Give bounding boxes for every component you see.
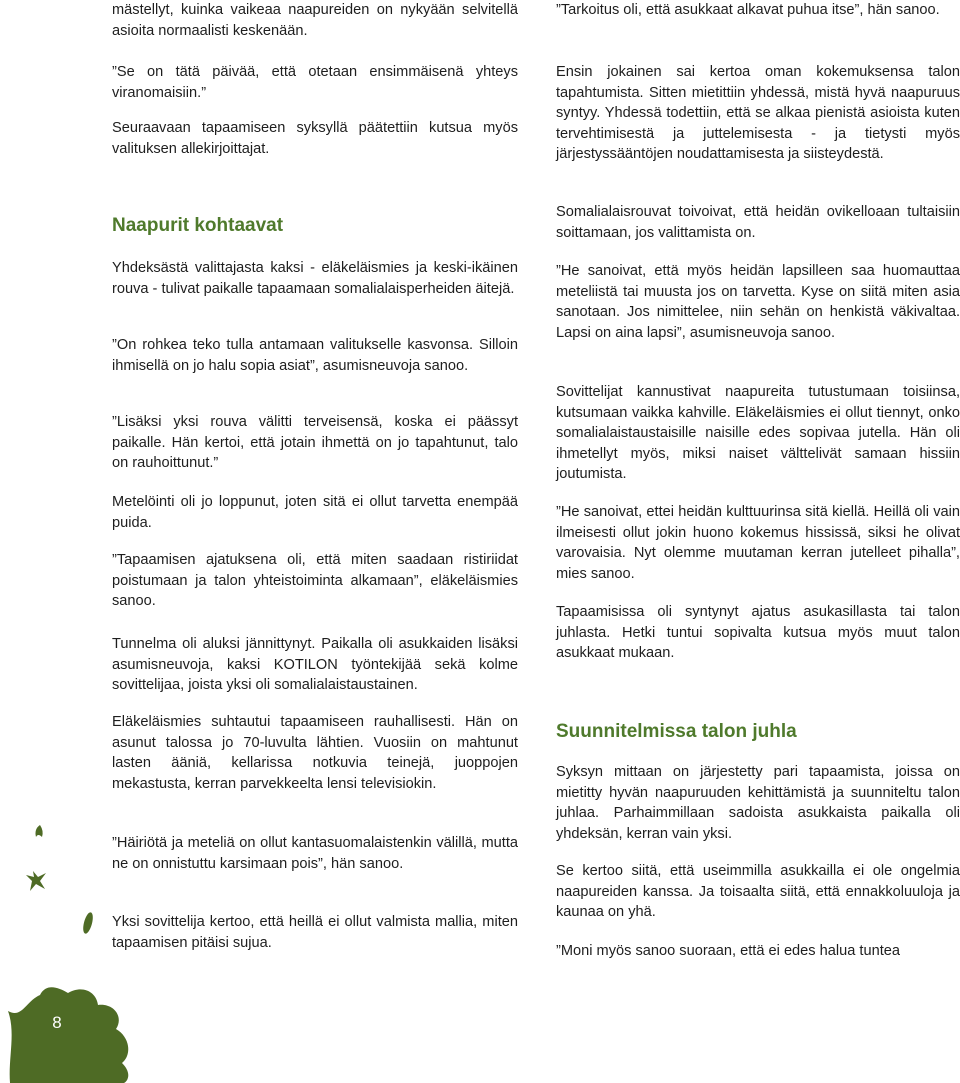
paragraph: Sovittelijat kannustivat naapureita tutustumaan toisiinsa, kutsumaan vaikka kahville. Eläkeläismies ei ollut tiennyt, onko somalialaistaustaisille naisille edes sopivaa jutella. Hän oli ihmetellyt myös, miksi naiset välttelivät samaan hissiin joutumista. <box>556 384 960 482</box>
section-heading: Suunnitelmissa talon juhla <box>556 721 797 742</box>
paragraph: Syksyn mittaan on järjestetty pari tapaamista, joissa on mietitty hyvän naapuruuden kehittämistä ja suunniteltu talon juhlaa. Parhaimmillaan sadoista asukkaista paikalla oli yhdeksän, kerran vain yksi. <box>556 764 960 842</box>
paragraph: Se kertoo siitä, että useimmilla asukkailla ei ole ongelmia naapureiden kanssa. Ja toisaalta siitä, että ennakkoluuloja ja kaunaa on yhä. <box>556 863 960 920</box>
section-heading: Naapurit kohtaavat <box>112 215 284 236</box>
splat-drop-star <box>26 871 46 891</box>
quote: ”He sanoivat, ettei heidän kulttuurinsa sitä kiellä. Heillä oli vain ilmeisesti ollut jokin huono kokemus hississä, siksi he olivat varovaisia. Nyt olemme muutaman kerran jutelleet pihalla”, mies sanoo. <box>556 504 960 582</box>
paragraph: Tapaamisissa oli syntynyt ajatus asukasillasta tai talon juhlasta. Hetki tuntui sopivalta kutsua myös muut talon asukkaat mukaan. <box>556 604 960 661</box>
page-number: 8 <box>52 1013 62 1032</box>
paragraph: Yhdeksästä valittajasta kaksi - eläkeläismies ja keski-ikäinen rouva - tulivat paikalle tapaamaan somalialaisperheiden äitejä. <box>112 260 518 297</box>
quote: ”Se on tätä päivää, että otetaan ensimmäisenä yhteys viranomaisiin.” <box>112 64 518 101</box>
quote: ”Tapaamisen ajatuksena oli, että miten saadaan ristiriidat poistumaan ja talon yhteistoiminta alkamaan”, eläkeläismies sanoo. <box>112 552 518 609</box>
paragraph: Metelöinti oli jo loppunut, joten sitä ei ollut tarvetta enempää puida. <box>112 494 518 531</box>
quote: ”On rohkea teko tulla antamaan valitukselle kasvonsa. Silloin ihmisellä on jo halu sopia asiat”, asumisneuvoja sanoo. <box>112 337 518 374</box>
quote: ”Tarkoitus oli, että asukkaat alkavat puhua itse”, hän sanoo. <box>556 2 940 18</box>
paragraph: Ensin jokainen sai kertoa oman kokemuksensa talon tapahtumista. Sitten mietittiin yhdessä, mistä hyvä naapuruus syntyy. Yhdessä todettiin, että se alkaa pienistä asioista kuten tervehtimisestä ja juttelemisesta - ja tietysti myös järjestyssääntöjen noudattamisesta ja siisteydestä. <box>556 64 960 162</box>
paragraph: Yksi sovittelija kertoo, että heillä ei ollut valmista mallia, miten tapaamisen pitäisi sujua. <box>112 914 518 951</box>
paragraph: Eläkeläismies suhtautui tapaamiseen rauhallisesti. Hän on asunut talossa jo 70-luvulta lähtien. Vuosiin on mahtunut lasten ääniä, kellarissa notkuvia teinejä, juoppojen mekastusta, kerran parvekkeelta lensi televisiokin. <box>112 714 518 792</box>
splat-drop-oval <box>81 911 94 934</box>
quote: ”He sanoivat, että myös heidän lapsilleen saa huomauttaa meteliistä tai muusta jos on tarvetta. Kyse on siitä miten asia sanotaan. Jos nimittelee, niin sehän on henkistä väkivaltaa. Lapsi on aina lapsi”, asumisneuvoja sanoo. <box>556 263 960 341</box>
quote: ”Lisäksi yksi rouva välitti terveisensä, koska ei päässyt paikalle. Hän kertoi, että jotain ihmettä on jo tapahtunut, talo on rauhoittunut.” <box>112 414 518 471</box>
paragraph: mästellyt, kuinka vaikeaa naapureiden on nykyään selvitellä asioita normaalisti keskenään. <box>112 2 518 39</box>
paint-splat-decoration <box>0 823 140 1083</box>
splat-blob <box>8 987 128 1083</box>
paragraph: Somalialaisrouvat toivoivat, että heidän ovikelloaan tultaisiin soittamaan, jos valittamista on. <box>556 204 960 241</box>
splat-drop-small <box>36 825 43 837</box>
paragraph: Tunnelma oli aluksi jännittynyt. Paikalla oli asukkaiden lisäksi asumisneuvoja, kaksi KOTILON työntekijää sekä kolme sovittelijaa, joista yksi oli somalialaistaustainen. <box>112 636 518 693</box>
quote: ”Moni myös sanoo suoraan, että ei edes halua tuntea <box>556 943 900 959</box>
paragraph: Seuraavaan tapaamiseen syksyllä päätettiin kutsua myös valituksen allekirjoittajat. <box>112 120 518 157</box>
quote: ”Häiriötä ja meteliä on ollut kantasuomalaistenkin välillä, mutta ne on onnistuttu karsimaan pois”, hän sanoo. <box>112 835 518 872</box>
